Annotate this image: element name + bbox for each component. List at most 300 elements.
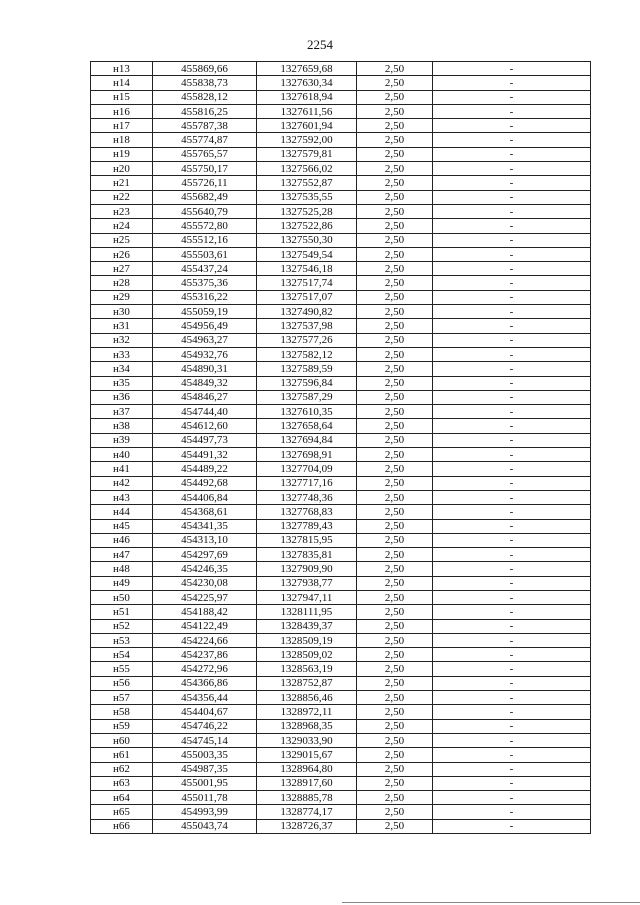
y-coordinate-cell: 1327909,90 bbox=[257, 562, 357, 576]
point-id-cell: н61 bbox=[91, 748, 153, 762]
table-row bbox=[91, 362, 591, 376]
point-id-cell: н46 bbox=[91, 533, 153, 547]
accuracy-cell: 2,50 bbox=[357, 505, 433, 519]
table-row bbox=[91, 619, 591, 633]
accuracy-cell: 2,50 bbox=[357, 576, 433, 590]
y-coordinate-cell: 1327658,64 bbox=[257, 419, 357, 433]
accuracy-cell: 2,50 bbox=[357, 119, 433, 133]
table-row bbox=[91, 448, 591, 462]
table-row bbox=[91, 333, 591, 347]
accuracy-cell: 2,50 bbox=[357, 776, 433, 790]
table-row bbox=[91, 262, 591, 276]
y-coordinate-cell: 1327611,56 bbox=[257, 104, 357, 118]
point-id-cell: н22 bbox=[91, 190, 153, 204]
point-id-cell: н63 bbox=[91, 776, 153, 790]
table-row bbox=[91, 819, 591, 833]
point-id-cell: н51 bbox=[91, 605, 153, 619]
y-coordinate-cell: 1327704,09 bbox=[257, 462, 357, 476]
note-cell: - bbox=[433, 776, 591, 790]
note-cell: - bbox=[433, 476, 591, 490]
table-row bbox=[91, 176, 591, 190]
x-coordinate-cell: 454956,49 bbox=[153, 319, 257, 333]
table-row bbox=[91, 162, 591, 176]
x-coordinate-cell: 454489,22 bbox=[153, 462, 257, 476]
y-coordinate-cell: 1328439,37 bbox=[257, 619, 357, 633]
y-coordinate-cell: 1327694,84 bbox=[257, 433, 357, 447]
accuracy-cell: 2,50 bbox=[357, 76, 433, 90]
note-cell: - bbox=[433, 462, 591, 476]
x-coordinate-cell: 455640,79 bbox=[153, 204, 257, 218]
accuracy-cell: 2,50 bbox=[357, 819, 433, 833]
table-row bbox=[91, 247, 591, 261]
x-coordinate-cell: 455726,11 bbox=[153, 176, 257, 190]
note-cell: - bbox=[433, 90, 591, 104]
table-row bbox=[91, 633, 591, 647]
accuracy-cell: 2,50 bbox=[357, 247, 433, 261]
note-cell: - bbox=[433, 119, 591, 133]
point-id-cell: н59 bbox=[91, 719, 153, 733]
note-cell: - bbox=[433, 290, 591, 304]
note-cell: - bbox=[433, 691, 591, 705]
note-cell: - bbox=[433, 733, 591, 747]
table-row bbox=[91, 505, 591, 519]
point-id-cell: н16 bbox=[91, 104, 153, 118]
point-id-cell: н48 bbox=[91, 562, 153, 576]
x-coordinate-cell: 454849,32 bbox=[153, 376, 257, 390]
accuracy-cell: 2,50 bbox=[357, 719, 433, 733]
note-cell: - bbox=[433, 648, 591, 662]
table-row bbox=[91, 519, 591, 533]
y-coordinate-cell: 1328563,19 bbox=[257, 662, 357, 676]
table-row bbox=[91, 590, 591, 604]
note-cell: - bbox=[433, 633, 591, 647]
note-cell: - bbox=[433, 305, 591, 319]
x-coordinate-cell: 454491,32 bbox=[153, 448, 257, 462]
coordinates-table-body bbox=[91, 62, 591, 834]
x-coordinate-cell: 455011,78 bbox=[153, 791, 257, 805]
point-id-cell: н24 bbox=[91, 219, 153, 233]
table-row bbox=[91, 433, 591, 447]
accuracy-cell: 2,50 bbox=[357, 376, 433, 390]
point-id-cell: н17 bbox=[91, 119, 153, 133]
x-coordinate-cell: 454224,66 bbox=[153, 633, 257, 647]
table-row bbox=[91, 347, 591, 361]
x-coordinate-cell: 454272,96 bbox=[153, 662, 257, 676]
point-id-cell: н45 bbox=[91, 519, 153, 533]
y-coordinate-cell: 1327517,74 bbox=[257, 276, 357, 290]
note-cell: - bbox=[433, 719, 591, 733]
point-id-cell: н66 bbox=[91, 819, 153, 833]
accuracy-cell: 2,50 bbox=[357, 90, 433, 104]
accuracy-cell: 2,50 bbox=[357, 605, 433, 619]
y-coordinate-cell: 1328885,78 bbox=[257, 791, 357, 805]
table-row bbox=[91, 462, 591, 476]
note-cell: - bbox=[433, 190, 591, 204]
note-cell: - bbox=[433, 76, 591, 90]
note-cell: - bbox=[433, 533, 591, 547]
x-coordinate-cell: 454745,14 bbox=[153, 733, 257, 747]
table-row bbox=[91, 204, 591, 218]
x-coordinate-cell: 454313,10 bbox=[153, 533, 257, 547]
note-cell: - bbox=[433, 176, 591, 190]
table-row bbox=[91, 290, 591, 304]
point-id-cell: н37 bbox=[91, 405, 153, 419]
accuracy-cell: 2,50 bbox=[357, 733, 433, 747]
y-coordinate-cell: 1327659,68 bbox=[257, 62, 357, 76]
point-id-cell: н32 bbox=[91, 333, 153, 347]
y-coordinate-cell: 1327789,43 bbox=[257, 519, 357, 533]
x-coordinate-cell: 454366,86 bbox=[153, 676, 257, 690]
y-coordinate-cell: 1328111,95 bbox=[257, 605, 357, 619]
x-coordinate-cell: 455682,49 bbox=[153, 190, 257, 204]
note-cell: - bbox=[433, 548, 591, 562]
y-coordinate-cell: 1327947,11 bbox=[257, 590, 357, 604]
note-cell: - bbox=[433, 590, 591, 604]
point-id-cell: н56 bbox=[91, 676, 153, 690]
table-row bbox=[91, 776, 591, 790]
accuracy-cell: 2,50 bbox=[357, 619, 433, 633]
point-id-cell: н53 bbox=[91, 633, 153, 647]
x-coordinate-cell: 455043,74 bbox=[153, 819, 257, 833]
y-coordinate-cell: 1329015,67 bbox=[257, 748, 357, 762]
point-id-cell: н47 bbox=[91, 548, 153, 562]
table-row bbox=[91, 62, 591, 76]
note-cell: - bbox=[433, 519, 591, 533]
point-id-cell: н62 bbox=[91, 762, 153, 776]
x-coordinate-cell: 454612,60 bbox=[153, 419, 257, 433]
x-coordinate-cell: 455059,19 bbox=[153, 305, 257, 319]
table-row bbox=[91, 676, 591, 690]
y-coordinate-cell: 1327490,82 bbox=[257, 305, 357, 319]
accuracy-cell: 2,50 bbox=[357, 162, 433, 176]
note-cell: - bbox=[433, 605, 591, 619]
note-cell: - bbox=[433, 133, 591, 147]
table-row bbox=[91, 605, 591, 619]
accuracy-cell: 2,50 bbox=[357, 419, 433, 433]
point-id-cell: н58 bbox=[91, 705, 153, 719]
x-coordinate-cell: 454188,42 bbox=[153, 605, 257, 619]
note-cell: - bbox=[433, 619, 591, 633]
note-cell: - bbox=[433, 219, 591, 233]
x-coordinate-cell: 455572,80 bbox=[153, 219, 257, 233]
accuracy-cell: 2,50 bbox=[357, 219, 433, 233]
table-row bbox=[91, 533, 591, 547]
note-cell: - bbox=[433, 333, 591, 347]
note-cell: - bbox=[433, 319, 591, 333]
table-row bbox=[91, 104, 591, 118]
table-row bbox=[91, 390, 591, 404]
table-row bbox=[91, 791, 591, 805]
accuracy-cell: 2,50 bbox=[357, 290, 433, 304]
point-id-cell: н30 bbox=[91, 305, 153, 319]
x-coordinate-cell: 455003,35 bbox=[153, 748, 257, 762]
x-coordinate-cell: 454406,84 bbox=[153, 490, 257, 504]
y-coordinate-cell: 1327587,29 bbox=[257, 390, 357, 404]
point-id-cell: н27 bbox=[91, 262, 153, 276]
note-cell: - bbox=[433, 162, 591, 176]
y-coordinate-cell: 1328509,19 bbox=[257, 633, 357, 647]
point-id-cell: н42 bbox=[91, 476, 153, 490]
x-coordinate-cell: 455375,36 bbox=[153, 276, 257, 290]
table-row bbox=[91, 376, 591, 390]
accuracy-cell: 2,50 bbox=[357, 791, 433, 805]
point-id-cell: н39 bbox=[91, 433, 153, 447]
x-coordinate-cell: 454497,73 bbox=[153, 433, 257, 447]
table-row bbox=[91, 219, 591, 233]
point-id-cell: н34 bbox=[91, 362, 153, 376]
x-coordinate-cell: 455503,61 bbox=[153, 247, 257, 261]
x-coordinate-cell: 454932,76 bbox=[153, 347, 257, 361]
note-cell: - bbox=[433, 676, 591, 690]
accuracy-cell: 2,50 bbox=[357, 190, 433, 204]
x-coordinate-cell: 454122,49 bbox=[153, 619, 257, 633]
y-coordinate-cell: 1327517,07 bbox=[257, 290, 357, 304]
note-cell: - bbox=[433, 204, 591, 218]
point-id-cell: н36 bbox=[91, 390, 153, 404]
x-coordinate-cell: 455750,17 bbox=[153, 162, 257, 176]
x-coordinate-cell: 454890,31 bbox=[153, 362, 257, 376]
coordinates-table bbox=[90, 61, 591, 834]
table-row bbox=[91, 576, 591, 590]
table-row bbox=[91, 190, 591, 204]
table-row bbox=[91, 562, 591, 576]
table-row bbox=[91, 147, 591, 161]
note-cell: - bbox=[433, 490, 591, 504]
accuracy-cell: 2,50 bbox=[357, 676, 433, 690]
y-coordinate-cell: 1327577,26 bbox=[257, 333, 357, 347]
y-coordinate-cell: 1328964,80 bbox=[257, 762, 357, 776]
point-id-cell: н31 bbox=[91, 319, 153, 333]
y-coordinate-cell: 1327552,87 bbox=[257, 176, 357, 190]
point-id-cell: н38 bbox=[91, 419, 153, 433]
accuracy-cell: 2,50 bbox=[357, 305, 433, 319]
y-coordinate-cell: 1329033,90 bbox=[257, 733, 357, 747]
x-coordinate-cell: 455001,95 bbox=[153, 776, 257, 790]
point-id-cell: н20 bbox=[91, 162, 153, 176]
x-coordinate-cell: 454341,35 bbox=[153, 519, 257, 533]
y-coordinate-cell: 1327566,02 bbox=[257, 162, 357, 176]
point-id-cell: н35 bbox=[91, 376, 153, 390]
note-cell: - bbox=[433, 390, 591, 404]
point-id-cell: н25 bbox=[91, 233, 153, 247]
accuracy-cell: 2,50 bbox=[357, 691, 433, 705]
table-row bbox=[91, 119, 591, 133]
x-coordinate-cell: 455787,38 bbox=[153, 119, 257, 133]
x-coordinate-cell: 454230,08 bbox=[153, 576, 257, 590]
y-coordinate-cell: 1327938,77 bbox=[257, 576, 357, 590]
x-coordinate-cell: 454746,22 bbox=[153, 719, 257, 733]
accuracy-cell: 2,50 bbox=[357, 204, 433, 218]
accuracy-cell: 2,50 bbox=[357, 590, 433, 604]
x-coordinate-cell: 455774,87 bbox=[153, 133, 257, 147]
accuracy-cell: 2,50 bbox=[357, 347, 433, 361]
note-cell: - bbox=[433, 276, 591, 290]
accuracy-cell: 2,50 bbox=[357, 319, 433, 333]
y-coordinate-cell: 1327537,98 bbox=[257, 319, 357, 333]
note-cell: - bbox=[433, 376, 591, 390]
x-coordinate-cell: 455512,16 bbox=[153, 233, 257, 247]
point-id-cell: н41 bbox=[91, 462, 153, 476]
point-id-cell: н43 bbox=[91, 490, 153, 504]
x-coordinate-cell: 454492,68 bbox=[153, 476, 257, 490]
accuracy-cell: 2,50 bbox=[357, 233, 433, 247]
y-coordinate-cell: 1327630,34 bbox=[257, 76, 357, 90]
y-coordinate-cell: 1327601,94 bbox=[257, 119, 357, 133]
note-cell: - bbox=[433, 405, 591, 419]
note-cell: - bbox=[433, 347, 591, 361]
x-coordinate-cell: 455869,66 bbox=[153, 62, 257, 76]
y-coordinate-cell: 1327549,54 bbox=[257, 247, 357, 261]
table-row bbox=[91, 805, 591, 819]
table-row bbox=[91, 548, 591, 562]
y-coordinate-cell: 1328726,37 bbox=[257, 819, 357, 833]
note-cell: - bbox=[433, 433, 591, 447]
scan-edge-line bbox=[342, 902, 640, 903]
accuracy-cell: 2,50 bbox=[357, 490, 433, 504]
y-coordinate-cell: 1328752,87 bbox=[257, 676, 357, 690]
y-coordinate-cell: 1328774,17 bbox=[257, 805, 357, 819]
table-row bbox=[91, 648, 591, 662]
point-id-cell: н57 bbox=[91, 691, 153, 705]
y-coordinate-cell: 1327596,84 bbox=[257, 376, 357, 390]
table-row bbox=[91, 133, 591, 147]
x-coordinate-cell: 454297,69 bbox=[153, 548, 257, 562]
x-coordinate-cell: 454744,40 bbox=[153, 405, 257, 419]
x-coordinate-cell: 454225,97 bbox=[153, 590, 257, 604]
table-row bbox=[91, 76, 591, 90]
table-row bbox=[91, 705, 591, 719]
accuracy-cell: 2,50 bbox=[357, 533, 433, 547]
page-number: 2254 bbox=[307, 37, 333, 52]
point-id-cell: н21 bbox=[91, 176, 153, 190]
x-coordinate-cell: 454356,44 bbox=[153, 691, 257, 705]
y-coordinate-cell: 1327535,55 bbox=[257, 190, 357, 204]
x-coordinate-cell: 455437,24 bbox=[153, 262, 257, 276]
table-row bbox=[91, 276, 591, 290]
note-cell: - bbox=[433, 819, 591, 833]
y-coordinate-cell: 1327550,30 bbox=[257, 233, 357, 247]
accuracy-cell: 2,50 bbox=[357, 390, 433, 404]
point-id-cell: н52 bbox=[91, 619, 153, 633]
point-id-cell: н19 bbox=[91, 147, 153, 161]
note-cell: - bbox=[433, 262, 591, 276]
accuracy-cell: 2,50 bbox=[357, 362, 433, 376]
note-cell: - bbox=[433, 576, 591, 590]
table-row bbox=[91, 419, 591, 433]
accuracy-cell: 2,50 bbox=[357, 62, 433, 76]
point-id-cell: н26 bbox=[91, 247, 153, 261]
note-cell: - bbox=[433, 62, 591, 76]
accuracy-cell: 2,50 bbox=[357, 104, 433, 118]
accuracy-cell: 2,50 bbox=[357, 562, 433, 576]
table-row bbox=[91, 748, 591, 762]
point-id-cell: н23 bbox=[91, 204, 153, 218]
y-coordinate-cell: 1327525,28 bbox=[257, 204, 357, 218]
y-coordinate-cell: 1327835,81 bbox=[257, 548, 357, 562]
x-coordinate-cell: 454246,35 bbox=[153, 562, 257, 576]
point-id-cell: н28 bbox=[91, 276, 153, 290]
point-id-cell: н65 bbox=[91, 805, 153, 819]
point-id-cell: н64 bbox=[91, 791, 153, 805]
point-id-cell: н13 bbox=[91, 62, 153, 76]
y-coordinate-cell: 1327768,83 bbox=[257, 505, 357, 519]
point-id-cell: н54 bbox=[91, 648, 153, 662]
accuracy-cell: 2,50 bbox=[357, 333, 433, 347]
table-row bbox=[91, 319, 591, 333]
table-row bbox=[91, 90, 591, 104]
y-coordinate-cell: 1327522,86 bbox=[257, 219, 357, 233]
y-coordinate-cell: 1327698,91 bbox=[257, 448, 357, 462]
point-id-cell: н14 bbox=[91, 76, 153, 90]
point-id-cell: н33 bbox=[91, 347, 153, 361]
point-id-cell: н60 bbox=[91, 733, 153, 747]
x-coordinate-cell: 455316,22 bbox=[153, 290, 257, 304]
y-coordinate-cell: 1327815,95 bbox=[257, 533, 357, 547]
y-coordinate-cell: 1327582,12 bbox=[257, 347, 357, 361]
x-coordinate-cell: 454237,86 bbox=[153, 648, 257, 662]
point-id-cell: н40 bbox=[91, 448, 153, 462]
y-coordinate-cell: 1328856,46 bbox=[257, 691, 357, 705]
y-coordinate-cell: 1328972,11 bbox=[257, 705, 357, 719]
table-row bbox=[91, 476, 591, 490]
x-coordinate-cell: 454987,35 bbox=[153, 762, 257, 776]
point-id-cell: н29 bbox=[91, 290, 153, 304]
note-cell: - bbox=[433, 362, 591, 376]
table-row bbox=[91, 305, 591, 319]
accuracy-cell: 2,50 bbox=[357, 662, 433, 676]
accuracy-cell: 2,50 bbox=[357, 176, 433, 190]
accuracy-cell: 2,50 bbox=[357, 405, 433, 419]
note-cell: - bbox=[433, 505, 591, 519]
point-id-cell: н44 bbox=[91, 505, 153, 519]
accuracy-cell: 2,50 bbox=[357, 476, 433, 490]
note-cell: - bbox=[433, 419, 591, 433]
accuracy-cell: 2,50 bbox=[357, 276, 433, 290]
y-coordinate-cell: 1327748,36 bbox=[257, 490, 357, 504]
accuracy-cell: 2,50 bbox=[357, 519, 433, 533]
y-coordinate-cell: 1327546,18 bbox=[257, 262, 357, 276]
y-coordinate-cell: 1327589,59 bbox=[257, 362, 357, 376]
x-coordinate-cell: 454846,27 bbox=[153, 390, 257, 404]
table-row bbox=[91, 405, 591, 419]
accuracy-cell: 2,50 bbox=[357, 748, 433, 762]
note-cell: - bbox=[433, 791, 591, 805]
y-coordinate-cell: 1327610,35 bbox=[257, 405, 357, 419]
note-cell: - bbox=[433, 805, 591, 819]
note-cell: - bbox=[433, 147, 591, 161]
note-cell: - bbox=[433, 762, 591, 776]
x-coordinate-cell: 455765,57 bbox=[153, 147, 257, 161]
x-coordinate-cell: 454993,99 bbox=[153, 805, 257, 819]
x-coordinate-cell: 454404,67 bbox=[153, 705, 257, 719]
table-row bbox=[91, 233, 591, 247]
accuracy-cell: 2,50 bbox=[357, 548, 433, 562]
accuracy-cell: 2,50 bbox=[357, 648, 433, 662]
accuracy-cell: 2,50 bbox=[357, 633, 433, 647]
accuracy-cell: 2,50 bbox=[357, 448, 433, 462]
table-row bbox=[91, 733, 591, 747]
table-row bbox=[91, 691, 591, 705]
table-row bbox=[91, 762, 591, 776]
accuracy-cell: 2,50 bbox=[357, 762, 433, 776]
y-coordinate-cell: 1327618,94 bbox=[257, 90, 357, 104]
point-id-cell: н55 bbox=[91, 662, 153, 676]
accuracy-cell: 2,50 bbox=[357, 147, 433, 161]
y-coordinate-cell: 1327717,16 bbox=[257, 476, 357, 490]
point-id-cell: н15 bbox=[91, 90, 153, 104]
y-coordinate-cell: 1328968,35 bbox=[257, 719, 357, 733]
accuracy-cell: 2,50 bbox=[357, 433, 433, 447]
